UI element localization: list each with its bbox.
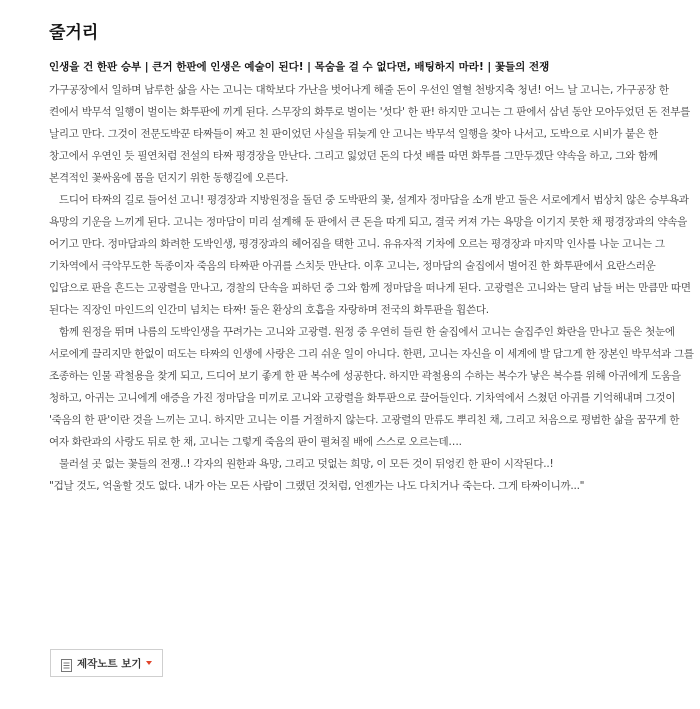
synopsis-paragraph-3: 함께 원정을 뛰며 나름의 도박인생을 꾸려가는 고니와 고광렬. 원정 중 우연히 들린 한 술집에서 고니는 술집주인 화란을 만나고 둘은 첫눈에 서로에게 끌리지만 한없이 떠도는 타짜의 인생에 사랑은 그리 쉬운 일이 아니다. 한편, 고니는 자신을 이 세계에 발 담그게 한 장본인 박무석과 그를 조종하는 인물 곽철용을 찾게 되고, 드디어 보기 좋게 한 판 복수에 성공한다. 하지만 곽철용의 수하는 복수가 낳은 복수를 위해 아귀에게 도움을 청하고, 아귀는 고니에게 애증을 가진 정마담을 미끼로 고니와 고광렬을 화투판으로 끌어들인다. 기차역에서 스쳤던 아귀를 기억해내며 그것이 '죽음의 한 판'이란 것을 느끼는 고니. 하지만 고니는 이를 거절하지 않는다. 고광렬의 만류도 뿌리친 채, 그리고 처음으로 평범한 삶을 꿈꾸게 한 여자 화란과의 사랑도 뒤로 한 채, 고니는 그렇게 죽음의 판이 펼쳐질 배에 스스로 오르는데…. xyxy=(49,326,694,448)
tagline: 인생을 건 한판 승부 | 큰거 한판에 인생은 예술이 된다! | 목숨을 걸 수 없다면, 배팅하지 마라! | 꽃들의 전쟁 xyxy=(49,61,550,73)
section-title: 줄거리 xyxy=(49,23,99,43)
synopsis-paragraph-4: 물러설 곳 없는 꽃들의 전쟁..! 각자의 원한과 욕망, 그리고 덧없는 희망, 이 모든 것이 뒤엉킨 한 판이 시작된다..! xyxy=(59,458,554,470)
document-icon xyxy=(61,657,72,670)
production-notes-button[interactable] xyxy=(50,649,163,677)
caret-down-icon xyxy=(146,661,152,665)
synopsis-paragraph-1: 가구공장에서 일하며 남루한 삶을 사는 고니는 대학보다 가난을 벗어나게 해줄 돈이 우선인 열혈 천방지축 청년! 어느 날 고니는, 가구공장 한 켠에서 박무석 일행이 벌이는 화투판에 끼게 된다. 스무장의 화투로 벌이는 '섯다' 한 판! 하지만 고니는 그 판에서 삼년 동안 모아두었던 돈 전부를 날리고 만다. 그것이 전문도박꾼 타짜들이 짜고 친 판이었던 사실을 뒤늦게 안 고니는 박무석 일행을 찾아 나서고, 도박으로 시비가 붙은 한 창고에서 우연인 듯 필연처럼 전설의 타짜 평경장을 만난다. 그리고 잃었던 돈의 다섯 배를 따면 화투를 그만두겠단 약속을 하고, 그와 함께 본격적인 꽃싸움에 몸을 던지기 위한 동행길에 오른다. xyxy=(49,84,691,184)
production-notes-label: 제작노트 보기 xyxy=(77,657,142,670)
synopsis-quote: "겁날 것도, 억울할 것도 없다. 내가 아는 모든 사람이 그랬던 것처럼, 언젠가는 나도 다치거나 죽는다. 그게 타짜이니까..." xyxy=(49,480,585,492)
synopsis-paragraph-2: 드디어 타짜의 길로 들어선 고니! 평경장과 지방원정을 돌던 중 도박판의 꽃, 설계자 정마담을 소개 받고 둘은 서로에게서 범상치 않은 승부욕과 욕망의 기운을 느끼게 된다. 고니는 정마담이 미리 설계해 둔 판에서 큰 돈을 따게 되고, 결국 커져 가는 욕망을 이기지 못한 채 평경장과의 약속을 어기고 만다. 정마담과의 화려한 도박인생, 평경장과의 헤어짐을 택한 고니. 유유자적 기차에 오르는 평경장과 마지막 인사를 나눈 고니는 그 기차역에서 극악무도한 독종이자 죽음의 타짜판 아귀를 스치듯 만난다. 이후 고니는, 정마담의 술집에서 벌어진 한 화투판에서 요란스러운 입담으로 판을 흔드는 고광렬을 만나고, 경찰의 단속을 피하던 중 그와 함께 정마담을 떠나게 된다. 고광렬은 고니와는 달리 남들 버는 만큼만 따면 된다는 직장인 마인드의 인간미 넘치는 타짜! 둘은 환상의 호흡을 자랑하며 전국의 화투판을 휩쓴다. xyxy=(49,194,691,316)
